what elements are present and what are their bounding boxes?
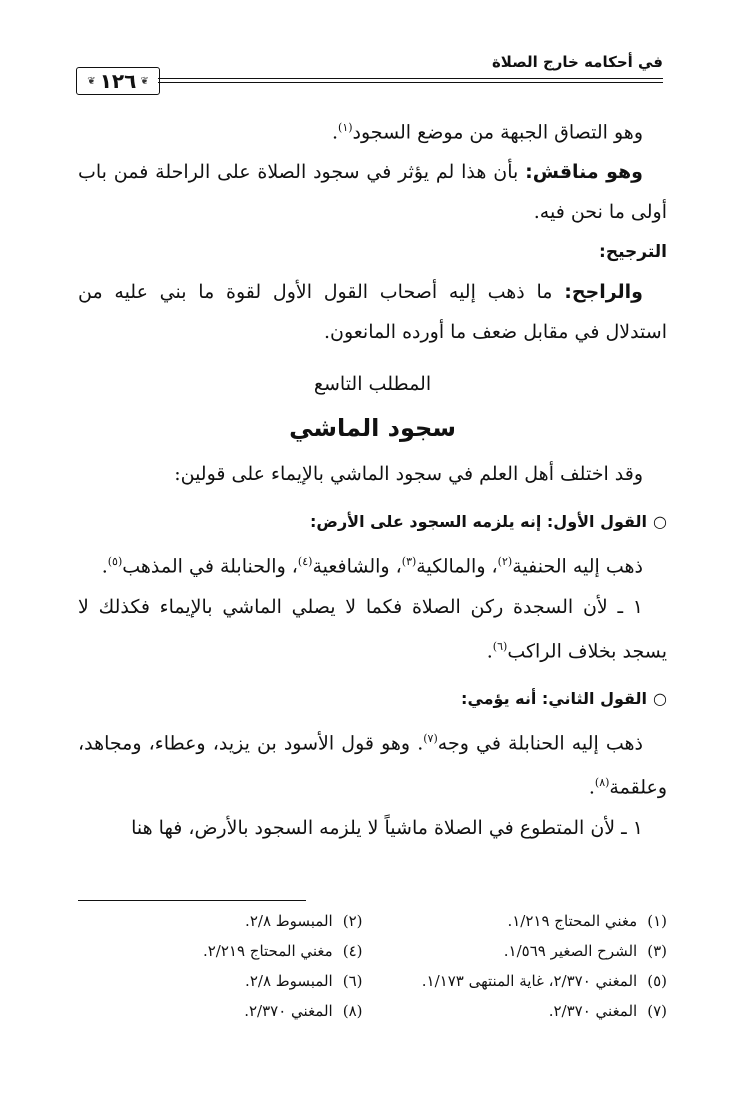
running-header xyxy=(78,50,663,98)
header-title: في أحكامه خارج الصلاة xyxy=(491,53,663,71)
footnotes xyxy=(78,906,667,1026)
page-number-frame xyxy=(76,67,159,95)
opinion-1-reason: ١ ـ لأن السجدة ركن الصلاة فكما لا يصلي الماشي بالإيماء فكذلك لا يسجد بخلاف الراكب$^{(٦)}$. xyxy=(78,595,667,662)
opinion-2-reason: ١ ـ لأن المتطوع في الصلاة ماشياً لا يلزمه السجود بالأرض، فها هنا xyxy=(131,816,643,839)
footnote-item: (٦)المبسوط ٢/٨. xyxy=(245,972,363,990)
page-number: ١٢٦ xyxy=(99,69,137,93)
objection-label: وهو مناقش: xyxy=(525,161,643,184)
footnote-ref: (٨) xyxy=(594,776,610,790)
paragraph-2: وهو مناقش: بأن هذا لم يؤثر في سجود الصلاة على الراحلة فمن باب أولى ما نحن فيه. xyxy=(78,161,667,224)
footnote-item: (٣)الشرح الصغير ١/٥٦٩. xyxy=(503,942,667,960)
section-title: سجود الماشي xyxy=(289,414,456,443)
paragraph-1: وهو التصاق الجبهة من موضع السجود$^{(١)}$. xyxy=(331,121,643,144)
footnote-ref: (٤) xyxy=(297,555,313,569)
footnote-item: (٢)المبسوط ٢/٨. xyxy=(245,912,363,930)
footnote-ref: (١) xyxy=(338,121,353,134)
footnote-ref: (٧) xyxy=(423,731,438,745)
intro-paragraph: وقد اختلف أهل العلم في سجود الماشي بالإيماء على قولين: xyxy=(174,463,643,486)
ornament-icon: ❦ xyxy=(140,75,149,87)
circle-bullet-icon: ○ xyxy=(653,512,667,532)
circle-bullet-icon: ○ xyxy=(653,688,667,708)
paragraph-3: والراجح: ما ذهب إليه أصحاب القول الأول لقوة ما بني عليه من استدلال في مقابل ضعف ما أورده المانعون. xyxy=(78,281,667,344)
header-rule xyxy=(78,78,663,79)
opinion-1-heading: ○القول الأول: إنه يلزمه السجود على الأرض: xyxy=(310,512,667,532)
section-subtitle: المطلب التاسع xyxy=(313,373,432,396)
footnote-ref: (٦) xyxy=(492,639,508,653)
main-text xyxy=(78,108,667,848)
footnote-ref: (٢) xyxy=(497,555,513,569)
opinion-1-text: ذهب إليه الحنفية$^{(٢)}$، والمالكية$^{(٣)}$، والشافعية$^{(٤)}$، والحنابلة في المذهب$^{(٥)}$. xyxy=(101,555,643,578)
page-number-box xyxy=(78,64,158,98)
preferred-label: والراجح: xyxy=(564,281,643,304)
footnote-item: (٤)مغني المحتاج ٢/٢١٩. xyxy=(202,942,363,960)
footnote-item: (٥)المغني ٢/٣٧٠، غاية المنتهى ١/١٧٣. xyxy=(421,972,667,990)
footnote-item: (١)مغني المحتاج ١/٢١٩. xyxy=(507,912,667,930)
ornament-icon: ❦ xyxy=(87,75,96,87)
footnote-ref: (٥) xyxy=(107,555,123,569)
footnote-item: (٧)المغني ٢/٣٧٠. xyxy=(548,1002,667,1020)
footnote-ref: (٣) xyxy=(401,555,417,569)
footnote-item: (٨)المغني ٢/٣٧٠. xyxy=(244,1002,363,1020)
opinion-2-heading: ○القول الثاني: أنه يؤمي: xyxy=(461,688,667,708)
footnote-separator xyxy=(78,900,306,901)
opinion-2-text: ذهب إليه الحنابلة في وجه$^{(٧)}$. وهو قول الأسود بن يزيد، وعطاء، ومجاهد، وعلقمة$^{(٨)}$. xyxy=(78,731,667,799)
header-rule-thin xyxy=(78,82,663,83)
tarjih-heading: الترجيح: xyxy=(599,242,667,263)
